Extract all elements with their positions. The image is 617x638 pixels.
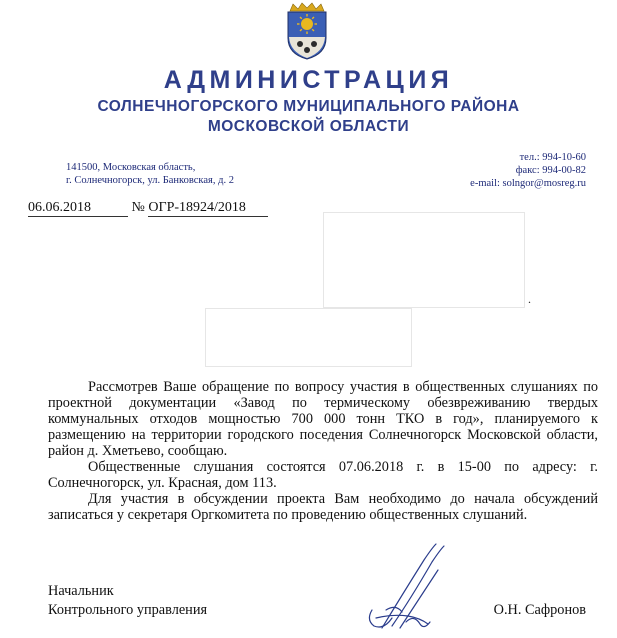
registration-number: ОГР-18924/2018 (148, 200, 268, 217)
registration-date: 06.06.2018 (28, 200, 128, 217)
address-line-2: г. Солнечногорск, ул. Банковская, д. 2 (66, 175, 234, 186)
signer-position-line-1: Начальник (48, 583, 114, 599)
registration-line (28, 200, 268, 217)
phone-text: тел.: 994-10-60 (519, 152, 586, 163)
signer-position-line-2: Контрольного управления (48, 602, 208, 618)
email-text: e-mail: solngor@mosreg.ru (470, 178, 586, 189)
redacted-recipient-block (323, 212, 525, 308)
signer-name: О.Н. Сафронов (493, 602, 586, 618)
number-sign: № (131, 200, 145, 215)
organization-title: АДМИНИСТРАЦИЯ (163, 66, 454, 94)
paragraph-3: Для участия в обсуждении проекта Вам необходимо до начала обсуждений записаться у секретаря Оргкомитета по проведению общественных слушаний. (48, 491, 598, 523)
paragraph-2: Общественные слушания состоятся 07.06.2018 г. в 15-00 по адресу: г. Солнечногорск, ул. Красная, дом 113. (48, 459, 598, 491)
paragraph-1: Рассмотрев Ваше обращение по вопросу участия в общественных слушаниях по проектной документации «Завод по термическому обезвреживанию твердых коммунальных отходов мощностью 700 000 тонн ТКО в год», планируемого к размещению на территории городского поседения Солнечногорск Московской области, район д. Хметьево, сообщаю. (48, 379, 598, 459)
recipient-dot: . (528, 292, 531, 306)
letter-body (48, 379, 598, 523)
coat-of-arms-icon (282, 2, 332, 60)
address-line-1: 141500, Московская область, (66, 162, 196, 173)
organization-subtitle-1: СОЛНЕЧНОГОРСКОГО МУНИЦИПАЛЬНОГО РАЙОНА (97, 98, 520, 115)
redacted-recipient-block-2 (205, 308, 412, 367)
signer-position (48, 582, 207, 620)
handwritten-signature (362, 540, 452, 633)
organization-subtitle-2: МОСКОВСКОЙ ОБЛАСТИ (207, 118, 410, 135)
fax-text: факс: 994-00-82 (515, 165, 586, 176)
